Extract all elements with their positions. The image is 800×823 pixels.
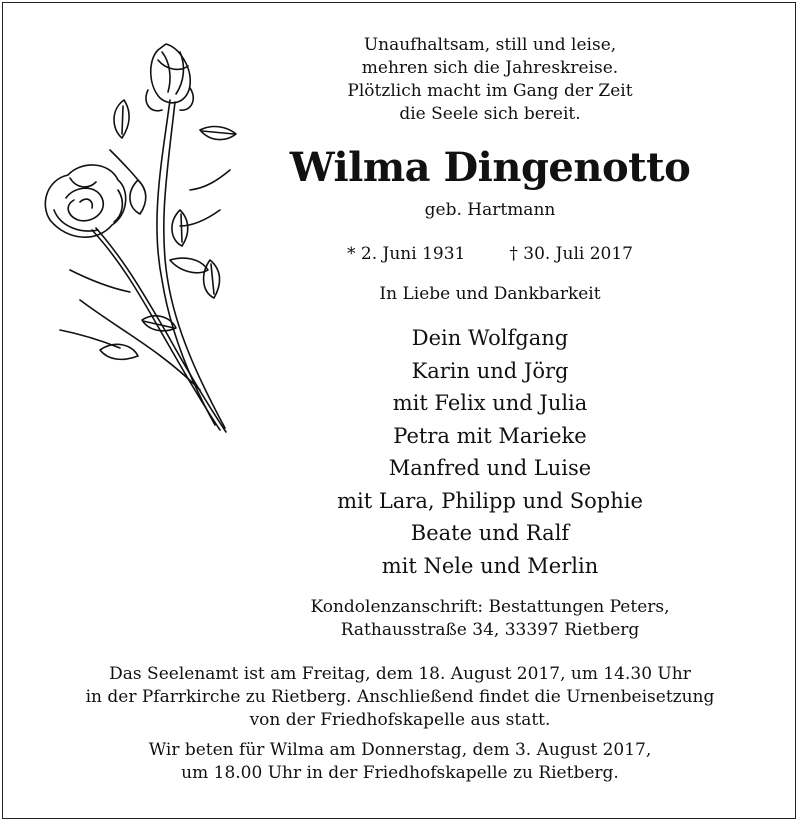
rose-illustration-icon [30,30,250,440]
death-date: † 30. Juli 2017 [509,244,633,264]
dedication: In Liebe und Dankbarkeit [379,284,601,304]
mourner-entry: mit Lara, Philipp und Sophie [337,488,643,513]
deceased-name: Wilma Dingenotto [289,144,691,191]
service-notice [20,663,780,732]
birth-name: geb. Hartmann [424,200,556,220]
mourner-entry: Petra mit Marieke [393,423,587,448]
prayer-notice [20,739,780,785]
service-line: in der Pfarrkirche zu Rietberg. Anschließend findet die Urnenbeisetzung [85,687,715,707]
mourner-entry: mit Nele und Merlin [381,553,599,578]
mourner-entry: mit Felix und Julia [392,391,588,415]
poem [270,34,710,126]
condolence-line: Kondolenzanschrift: Bestattungen Peters, [310,597,670,617]
poem-line: die Seele sich bereit. [399,104,581,124]
prayer-line: Wir beten für Wilma am Donnerstag, dem 3. August 2017, [148,740,652,760]
condolence-address [270,596,710,642]
birth-date: * 2. Juni 1931 [346,244,466,264]
service-line: Das Seelenamt ist am Freitag, dem 18. August 2017, um 14.30 Uhr [109,664,691,684]
life-dates [270,242,710,266]
poem-line: mehren sich die Jahreskreise. [361,58,619,78]
poem-line: Unaufhaltsam, still und leise, [363,35,617,55]
mourners-list [270,322,710,582]
mourner-entry: Dein Wolfgang [411,326,569,350]
mourner-entry: Beate und Ralf [410,521,570,545]
mourner-entry: Manfred und Luise [388,456,592,480]
service-line: von der Friedhofskapelle aus statt. [249,710,551,730]
condolence-line: Rathausstraße 34, 33397 Rietberg [340,620,640,640]
prayer-line: um 18.00 Uhr in der Friedhofskapelle zu Rietberg. [181,763,619,783]
poem-line: Plötzlich macht im Gang der Zeit [347,81,633,101]
mourner-entry: Karin und Jörg [411,358,569,383]
